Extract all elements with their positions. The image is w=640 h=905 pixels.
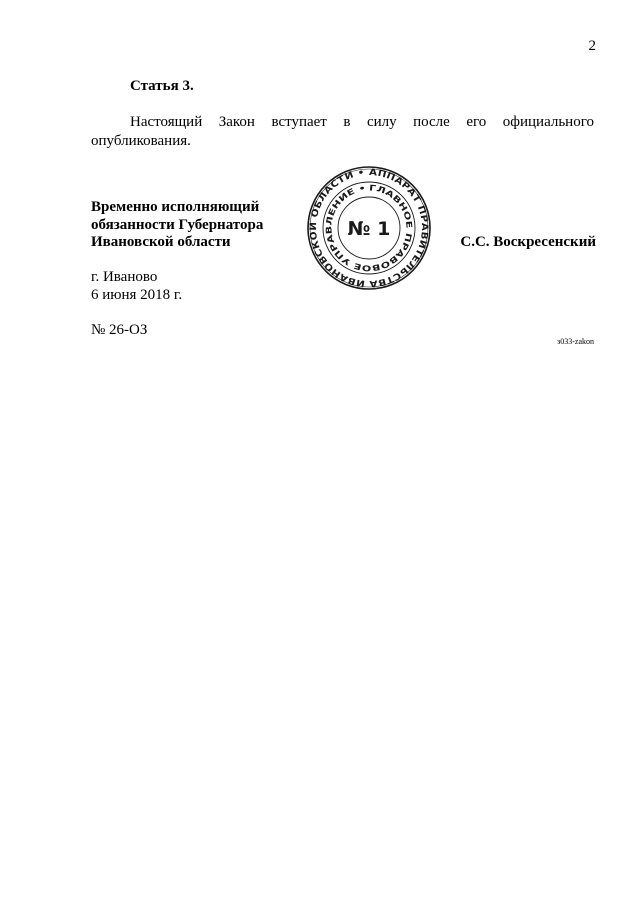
page-number: 2	[588, 38, 596, 54]
seal-outer-text: АППАРАТ ПРАВИТЕЛЬСТВА ИВАНОВСКОЙ ОБЛАСТИ •	[308, 167, 430, 289]
signer-position-line: Ивановской области	[91, 234, 231, 250]
document-code: з033-zakon	[557, 337, 594, 346]
article-body: Настоящий Закон вступает в силу после его официального опубликования.	[91, 114, 594, 149]
signer-name: С.С. Воскресенский	[460, 234, 596, 250]
official-seal	[307, 166, 431, 290]
seal-number: № 1	[347, 218, 391, 240]
law-number: № 26-ОЗ	[91, 322, 148, 338]
signing-date: 6 июня 2018 г.	[91, 287, 183, 303]
signer-position-line: обязанности Губернатора	[91, 216, 264, 233]
place-city: г. Иваново	[91, 269, 158, 285]
article-title: Статья 3.	[130, 78, 194, 94]
seal-inner-text: ГЛАВНОЕ ПРАВОВОЕ УПРАВЛЕНИЕ •	[324, 183, 414, 273]
signer-position	[91, 199, 263, 252]
signer-position-line: Временно исполняющий	[91, 199, 260, 215]
place-date	[91, 268, 182, 304]
